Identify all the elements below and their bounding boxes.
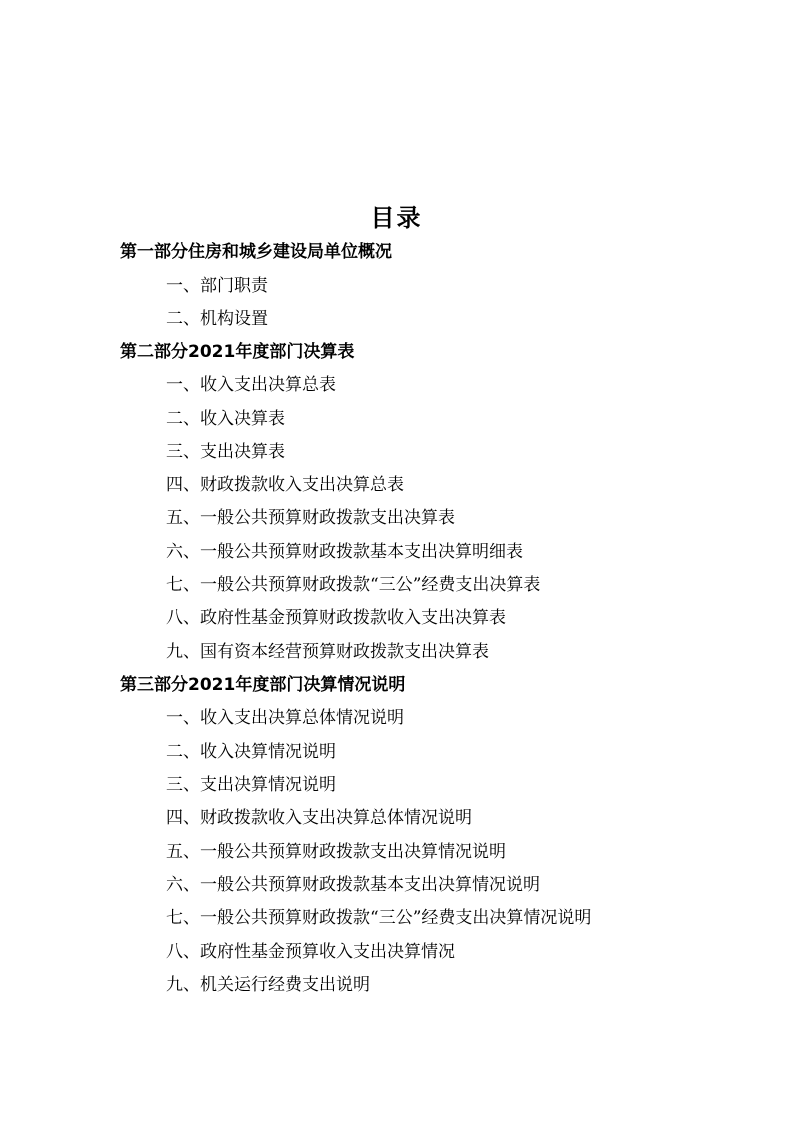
toc-item[interactable]: 四、财政拨款收入支出决算总表	[166, 475, 404, 495]
toc-item[interactable]: 三、支出决算表	[166, 442, 285, 462]
toc-item[interactable]: 九、机关运行经费支出说明	[166, 975, 370, 995]
section-heading-part-1[interactable]: 第一部分住房和城乡建设局单位概况	[120, 242, 392, 262]
toc-item[interactable]: 五、一般公共预算财政拨款支出决算情况说明	[166, 842, 506, 862]
toc-item[interactable]: 八、政府性基金预算财政拨款收入支出决算表	[166, 608, 506, 628]
toc-item[interactable]: 八、政府性基金预算收入支出决算情况	[166, 942, 455, 962]
toc-item[interactable]: 七、一般公共预算财政拨款“三公”经费支出决算情况说明	[166, 908, 592, 928]
section-heading-part-2[interactable]: 第二部分2021年度部门决算表	[120, 342, 355, 362]
toc-item[interactable]: 六、一般公共预算财政拨款基本支出决算情况说明	[166, 875, 540, 895]
toc-item[interactable]: 三、支出决算情况说明	[166, 775, 336, 795]
toc-item[interactable]: 二、收入决算表	[166, 409, 285, 429]
toc-item[interactable]: 六、一般公共预算财政拨款基本支出决算明细表	[166, 542, 523, 562]
toc-item[interactable]: 七、一般公共预算财政拨款“三公”经费支出决算表	[166, 575, 541, 595]
section-heading-part-3[interactable]: 第三部分2021年度部门决算情况说明	[120, 675, 406, 695]
toc-item[interactable]: 五、一般公共预算财政拨款支出决算表	[166, 508, 455, 528]
toc-item[interactable]: 一、收入支出决算总表	[166, 375, 336, 395]
page-title: 目录	[370, 204, 423, 232]
toc-item[interactable]: 一、收入支出决算总体情况说明	[166, 708, 404, 728]
toc-item[interactable]: 二、机构设置	[166, 309, 268, 329]
toc-item[interactable]: 二、收入决算情况说明	[166, 742, 336, 762]
toc-item[interactable]: 一、部门职责	[166, 276, 268, 296]
toc-item[interactable]: 四、财政拨款收入支出决算总体情况说明	[166, 808, 472, 828]
toc-item[interactable]: 九、国有资本经营预算财政拨款支出决算表	[166, 642, 489, 662]
